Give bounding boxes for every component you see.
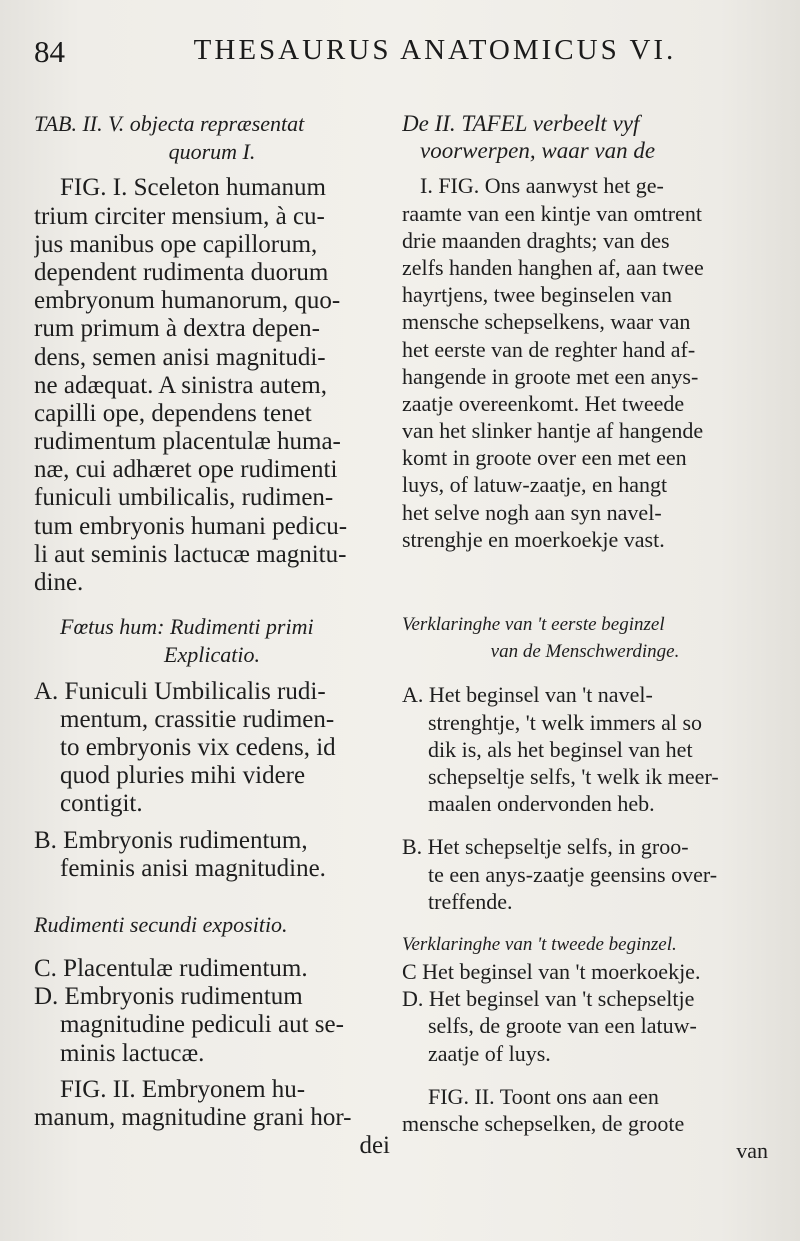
text-line: selfs, de groote van een latuw- <box>428 1013 697 1039</box>
text-line: hayrtjens, twee beginselen van <box>402 282 673 308</box>
text-line: A. Het beginsel van 't navel- <box>402 682 653 708</box>
text-line: zelfs handen hanghen af, aan twee <box>402 254 704 280</box>
dutch-column <box>402 110 768 1164</box>
text-line: dik is, als het beginsel van het <box>428 736 693 762</box>
text-line: dependent rudimenta duorum <box>34 258 329 286</box>
text-line: ne adæquat. A sinistra autem, <box>34 371 328 399</box>
text-line: embryonum humanorum, quo- <box>34 287 341 315</box>
text-line: het selve nogh aan syn navel- <box>402 499 662 525</box>
text-line: C. Placentulæ rudimentum. <box>34 955 308 983</box>
text-line: magnitudine pediculi aut se- <box>60 1011 344 1039</box>
text-line: FIG. II. Toont ons aan een <box>428 1083 659 1109</box>
text-line: B. Het schepseltje selfs, in groo- <box>402 834 689 860</box>
text-line: drie maanden draghts; van des <box>402 227 670 253</box>
running-title: THESAURUS ANATOMICUS VI. <box>193 34 677 66</box>
text-line: raamte van een kintje van omtrent <box>402 200 702 226</box>
text-line: capilli ope, dependens tenet <box>34 399 312 427</box>
text-line: B. Embryonis rudimentum, <box>34 826 308 854</box>
section-heading-line: Verklaringhe van 't tweede beginzel. <box>402 933 677 955</box>
text-line: minis lactucæ. <box>60 1039 205 1067</box>
text-line: het eerste van de reghter hand af- <box>402 336 696 362</box>
page-header <box>30 30 770 80</box>
text-line: van het slinker hantje af hangende <box>402 418 704 444</box>
text-line: I. FIG. Ons aanwyst het ge- <box>420 173 664 199</box>
plate-heading-line: voorwerpen, waar van de <box>420 138 656 164</box>
latin-column <box>34 110 390 1160</box>
text-line: mentum, crassitie rudimen- <box>60 705 335 733</box>
text-line: maalen ondervonden heb. <box>428 791 655 817</box>
plate-heading-line: quorum I. <box>168 139 256 165</box>
text-line: contigit. <box>60 790 143 818</box>
text-line: D. Embryonis rudimentum <box>34 983 303 1011</box>
text-line: mensche schepselkens, waar van <box>402 309 691 335</box>
page-number: 84 <box>34 34 65 69</box>
text-line: zaatje of luys. <box>428 1040 551 1066</box>
text-line: FIG. I. Sceleton humanum <box>60 174 326 202</box>
text-line: dei <box>359 1132 390 1160</box>
plate-heading-line: TAB. II. V. objecta repræsentat <box>34 111 305 136</box>
text-line: tum embryonis humani pedicu- <box>34 512 348 540</box>
text-line: dine. <box>34 569 84 596</box>
text-line: to embryonis vix cedens, id <box>60 733 336 761</box>
text-line: zaatje overeenkomt. Het tweede <box>402 390 685 416</box>
text-line: treffende. <box>428 888 513 914</box>
text-line: A. Funiculi Umbilicalis rudi- <box>34 677 326 705</box>
text-line: quod pluries mihi videre <box>60 762 306 790</box>
text-line: dens, semen anisi magnitudi- <box>34 343 326 371</box>
text-line: manum, magnitudine grani hor- <box>34 1104 352 1131</box>
text-line: FIG. II. Embryonem hu- <box>60 1075 306 1103</box>
section-heading-line: Rudimenti secundi expositio. <box>34 911 288 937</box>
section-heading-line: Fœtus hum: Rudimenti primi <box>60 614 314 640</box>
section-heading-line: Explicatio. <box>164 642 260 668</box>
text-line: jus manibus ope capillorum, <box>34 230 318 258</box>
text-line: C Het beginsel van 't moerkoekje. <box>402 959 701 985</box>
text-line: strenghtje, 't welk immers al so <box>428 709 703 735</box>
section-heading-line: Verklaringhe van 't eerste beginzel <box>402 614 665 635</box>
text-line: rum primum à dextra depen- <box>34 315 321 343</box>
text-line: funiculi umbilicalis, rudimen- <box>34 484 334 512</box>
text-line: strenghje en moerkoekje vast. <box>402 526 665 552</box>
plate-heading-line: De II. TAFEL verbeelt vyf <box>402 111 640 136</box>
text-line: næ, cui adhæret ope rudimenti <box>34 456 338 484</box>
section-heading-line: van de Menschwerdinge. <box>490 641 680 663</box>
text-line: komt in groote over een met een <box>402 445 687 471</box>
text-line: D. Het beginsel van 't schepseltje <box>402 986 695 1012</box>
text-line: rudimentum placentulæ huma- <box>34 428 341 456</box>
text-line: mensche schepselken, de groote <box>402 1111 685 1136</box>
text-line: trium circiter mensium, à cu- <box>34 202 325 230</box>
text-line: li aut seminis lactucæ magnitu- <box>34 540 347 568</box>
text-line: hangende in groote met een anys- <box>402 363 699 389</box>
text-line: schepseltje selfs, 't welk ik meer- <box>428 763 719 789</box>
text-line: te een anys-zaatje geensins over- <box>428 861 718 887</box>
text-line: feminis anisi magnitudine. <box>60 854 326 882</box>
text-line: van <box>736 1138 768 1164</box>
text-line: luys, of latuw-zaatje, en hangt <box>402 472 668 498</box>
